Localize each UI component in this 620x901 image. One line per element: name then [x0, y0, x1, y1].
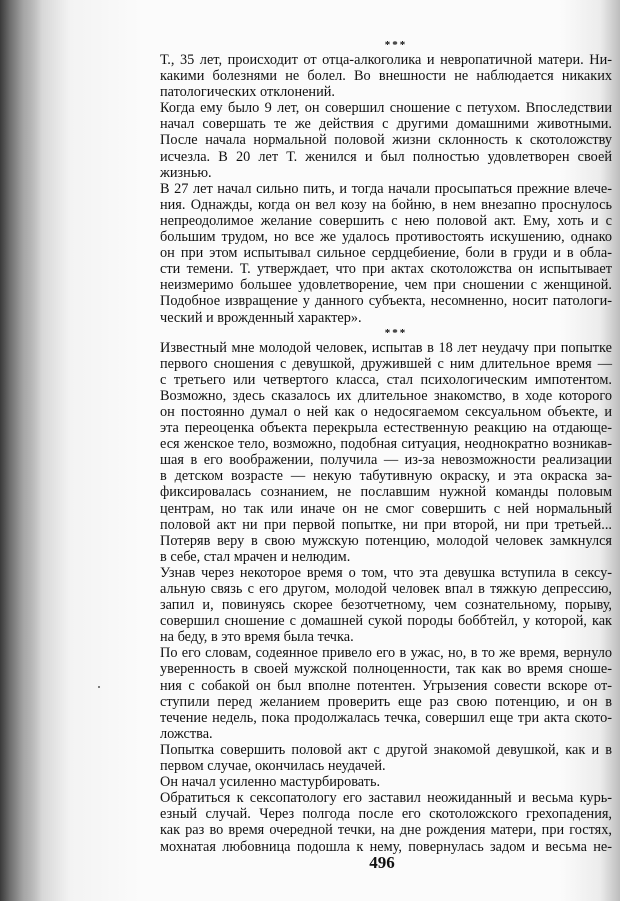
text-line: альную связь с его другом, молодой человек впал в тяжкую депрессию,	[160, 581, 612, 597]
text-line: мохнатая любовница подошла к нему, повернулась задом и весьма не-	[160, 838, 612, 855]
text-line: ложства.	[160, 725, 213, 742]
page-binding-shadow	[0, 0, 42, 901]
text-line: Потеряв веру в свою мужскую потенцию, молодой человек замкнулся	[160, 532, 612, 549]
text-line: в себе, стал мрачен и нелюдим.	[160, 548, 351, 565]
section-separator-middle: ***	[384, 326, 408, 339]
text-line: большим трудом, но все же удалось противостоять искушению, однако	[160, 229, 612, 246]
text-line: исчезла. В 20 лет Т. женился и был полностью удовлетворен своей	[160, 148, 612, 165]
text-line: течение недель, пока продолжалась течка, совершил еще три акта ското-	[160, 709, 612, 726]
text-line: ния с собакой он был вполне потентен. Угрызения совести вскоре от-	[160, 677, 612, 694]
text-line: ступили перед желанием проверить еще раз свою потенцию, и он в	[160, 693, 612, 710]
text-line: на беду, в это время была течка.	[160, 629, 354, 646]
text-line: В 27 лет начал сильно пить, и тогда начали просыпаться прежние влече-	[160, 180, 612, 197]
text-line: ческий и врожденный характер».	[160, 309, 362, 326]
text-line: эта переоценка объекта перекрыла естественную реакцию на отдающе-	[160, 420, 612, 437]
text-line: совершил сношение с домашней сукой породы боббтейл, у которой, как	[160, 613, 612, 630]
text-line: шая в его воображении, получила — из-за невозможности реализации	[160, 452, 612, 469]
text-line: какими болезнями не болел. Во внешности не наблюдается никаких	[160, 68, 612, 85]
text-line: первом случае, окончилась неудачей.	[160, 758, 386, 775]
text-line: запил и, повинуясь скорее безотчетному, чем сознательному, порыву,	[160, 597, 612, 614]
text-line: Узнав через некоторое время о том, что эта девушка вступила в сексу-	[160, 564, 612, 581]
text-line: как раз во время очередной течки, на дне рождения матери, при гостях,	[160, 822, 612, 839]
text-line: неизмеримо большее удовлетворение, чем при сношении с женщиной.	[160, 277, 612, 294]
text-line: первого сношения с девушкой, дружившей с ним длительное время —	[160, 355, 612, 372]
text-line: центрам, но так или иначе он не смог совершить с ней нормальный	[160, 500, 612, 517]
text-line: фиксировалась сознанием, не пославшим нужной команды половым	[160, 484, 612, 501]
text-line: Когда ему было 9 лет, он совершил сношение с петухом. Впоследствии	[160, 100, 612, 117]
page-text	[160, 38, 612, 855]
text-line: жизнью.	[160, 164, 212, 181]
case-block-2	[160, 340, 612, 855]
text-line: половой акт ни при первой попытке, ни при второй, ни при третьей...	[160, 516, 612, 533]
text-line: в детском возрасте — некую табутивную окраску, и эта окраска за-	[160, 468, 612, 485]
text-line: После начала нормальной половой жизни склонность к скотоложству	[160, 132, 612, 149]
section-separator-top: ***	[384, 39, 408, 51]
text-line: По его словам, содеянное привело его в ужас, но, в то же время, вернуло	[160, 645, 612, 662]
text-line: ния. Однажды, когда он вел козу на бойню, в нем внезапно проснулось	[160, 196, 612, 213]
text-line: езный случай. Через полгода после его скотоложского грехопадения,	[160, 806, 612, 823]
text-line: непреодолимое желание совершить с нею половой акт. Ему, хоть и с	[160, 212, 612, 229]
case-block-1	[160, 52, 612, 326]
text-line: Попытка совершить половой акт с другой знакомой девушкой, как и в	[160, 741, 612, 758]
text-line: еся женское тело, возможно, подобная ситуация, неоднократно возникав-	[160, 436, 612, 453]
text-line: Он начал усиленно мастурбировать.	[160, 774, 381, 791]
text-line: Обратиться к сексопатологу его заставил неожиданный и весьма курь-	[160, 790, 612, 807]
text-line: патологических отклонений.	[160, 84, 335, 101]
scan-speck	[98, 686, 100, 688]
text-line: с третьего или четвертого класса, стал психологическим импотентом.	[160, 371, 612, 388]
text-line: начал совершать те же действия с другими домашними животными.	[160, 116, 612, 133]
text-line: Возможно, здесь сказалось их длительное знакомство, в ходе которого	[160, 387, 612, 404]
text-line: сти темени. Т. утверждает, что при актах скотоложства он испытывает	[160, 261, 612, 278]
text-line: Известный мне молодой человек, испытав в 18 лет неудачу при попытке	[160, 339, 612, 356]
text-line: он постоянно думал о ней как о недосягаемом сексуальном объекте, и	[160, 403, 612, 420]
text-line: Т., 35 лет, происходит от отца-алкоголика и невропатичной матери. Ни-	[160, 52, 612, 68]
text-line: Подобное извращение у данного субъекта, несомненно, носит патологи-	[160, 293, 612, 310]
text-line: уверенность в своей мужской полноценности, так как во время сноше-	[160, 661, 612, 678]
page-number: 496	[369, 853, 395, 872]
text-line: он при этом испытывал сильное сердцебиение, боли в груди и в обла-	[160, 245, 612, 262]
